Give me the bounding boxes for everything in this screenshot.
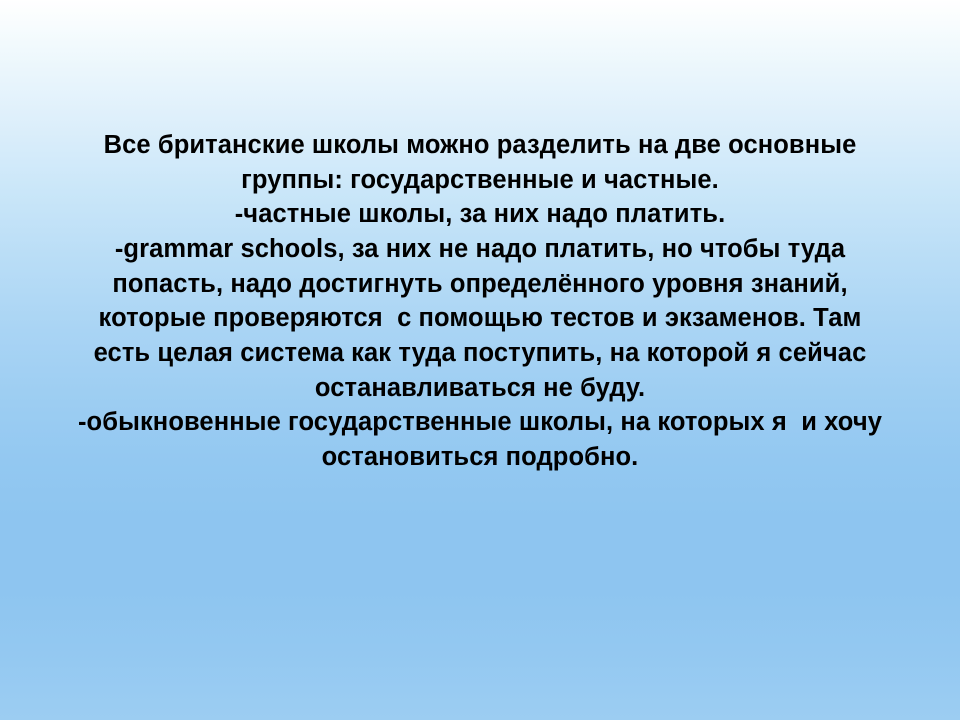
body-line: которые проверяются с помощью тестов и экзаменов. Там [98,304,862,333]
body-line: -обыкновенные государственные школы, на которых я и хочу [77,408,883,437]
slide-body-text [50,128,910,475]
body-line: -grammar schools, за них не надо платить, но чтобы туда [114,235,846,264]
body-line: останавливаться не буду. [314,373,646,402]
body-line: остановиться подробно. [321,443,639,472]
body-line: попасть, надо достигнуть определённого уровня знаний, [112,269,848,298]
body-line: есть целая система как туда поступить, на которой я сейчас [93,339,867,368]
body-line: группы: государственные и частные. [241,165,719,194]
body-line: Все британские школы можно разделить на две основные [103,131,857,159]
body-line: -частные школы, за них надо платить. [234,200,726,229]
